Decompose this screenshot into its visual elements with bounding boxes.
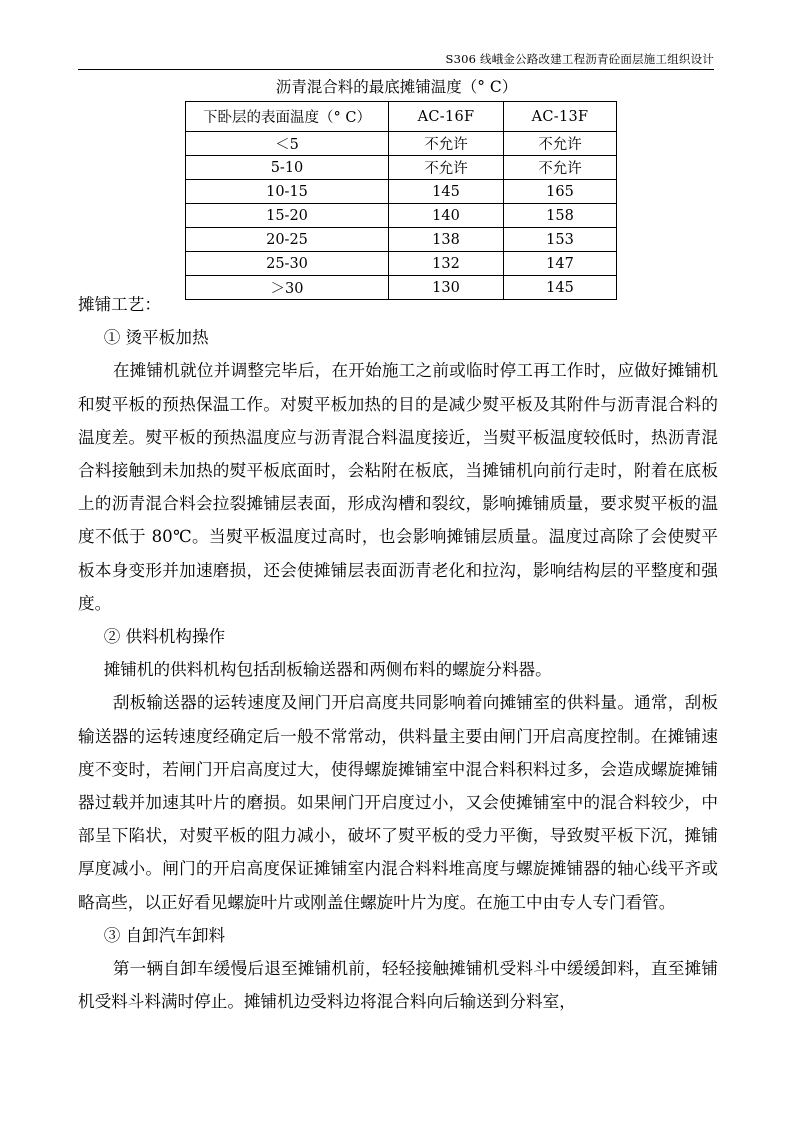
running-title: S306 线峨金公路改建工程沥青砼面层施工组织设计 [445, 52, 714, 66]
table-cell-ac16f: 130 [389, 276, 504, 300]
table-cell-ac13f: 158 [504, 204, 617, 228]
table-cell-range: ＞30 [186, 276, 389, 300]
heading-paving-process: 摊铺工艺： [78, 295, 161, 314]
table-cell-ac13f: 147 [504, 252, 617, 276]
list-item-2-title: ② 供料机构操作 [103, 627, 226, 647]
table-cell-ac16f: 132 [389, 252, 504, 276]
table-row [186, 204, 617, 228]
table-cell-range: 15-20 [186, 204, 389, 228]
table-cell-ac16f: 不允许 [389, 132, 504, 156]
list-item-1-paragraph: 在摊铺机就位并调整完毕后，在开始施工之前或临时停工再工作时，应做好摊铺机和熨平板的预热保温工作。对熨平板加热的目的是减少熨平板及其附件与沥青混合料的温度差。熨平板的预热温度应与沥青混合料温度接近，当熨平板温度较低时，热沥青混合料接触到未加热的熨平板底面时，会粘附在板底，当摊铺机向前行走时，附着在底板上的沥青混合料会拉裂摊铺层表面，形成沟槽和裂纹，影响摊铺质量，要求熨平板的温度不低于 80℃。当熨平板温度过高时，也会影响摊铺层质量。温度过高除了会使熨平板本身变形并加速磨损，还会使摊铺层表面沥青老化和拉沟，影响结构层的平整度和强度。 [78, 361, 718, 613]
page-header [78, 52, 714, 70]
list-item-2-paragraph-2: 刮板输送器的运转速度及闸门开启高度共同影响着向摊铺室的供料量。通常，刮板输送器的运转速度经确定后一般不常常动，供料量主要由闸门开启高度控制。在摊铺速度不变时，若闸门开启高度过大，使得螺旋摊铺室中混合料积料过多，会造成螺旋摊铺器过载并加速其叶片的磨损。如果闸门开启度过小，又会使摊铺室中的混合料较少，中部呈下陷状，对熨平板的阻力减小，破坏了熨平板的受力平衡，导致熨平板下沉，摊铺厚度减小。闸门的开启高度保证摊铺室内混合料料堆高度与螺旋摊铺器的轴心线平齐或略高些，以正好看见螺旋叶片或刚盖住螺旋叶片为度。在施工中由专人专门看管。 [78, 693, 718, 912]
table-header-row [186, 102, 617, 132]
table-header-cell-surface-temp: 下卧层的表面温度（° C） [186, 102, 389, 132]
table-cell-range: 5-10 [186, 156, 389, 180]
table-row [186, 132, 617, 156]
table-cell-ac13f: 不允许 [504, 156, 617, 180]
table-body [186, 102, 617, 300]
table-row [186, 252, 617, 276]
table-cell-range: ＜5 [186, 132, 389, 156]
paving-temperature-table [185, 101, 617, 300]
list-item-3-paragraph: 第一辆自卸车缓慢后退至摊铺机前，轻轻接触摊铺机受料斗中缓缓卸料，直至摊铺机受料斗料满时停止。摊铺机边受料边将混合料向后输送到分料室， [78, 959, 718, 1012]
list-item-2-paragraph-1: 摊铺机的供料机构包括刮板输送器和两侧布料的螺旋分料器。 [103, 660, 552, 680]
table-cell-ac16f: 不允许 [389, 156, 504, 180]
table-cell-ac16f: 145 [389, 180, 504, 204]
list-item-3-title: ③ 自卸汽车卸料 [103, 925, 226, 945]
table-cell-range: 20-25 [186, 228, 389, 252]
table-cell-range: 10-15 [186, 180, 389, 204]
table-caption: 沥青混合料的最底摊铺温度（° C） [275, 78, 518, 96]
table-cell-ac13f: 153 [504, 228, 617, 252]
table-header-cell-ac13f: AC-13F [504, 102, 617, 132]
table-cell-range: 25-30 [186, 252, 389, 276]
table-cell-ac16f: 138 [389, 228, 504, 252]
body-content [78, 288, 718, 1018]
table-header-cell-ac16f: AC-16F [389, 102, 504, 132]
table-row [186, 228, 617, 252]
table-cell-ac13f: 145 [504, 276, 617, 300]
list-item-1-title: ① 烫平板加热 [103, 328, 209, 348]
table-row [186, 180, 617, 204]
table-row [186, 156, 617, 180]
table-cell-ac16f: 140 [389, 204, 504, 228]
header-rule [78, 69, 714, 70]
table-cell-ac13f: 165 [504, 180, 617, 204]
table-cell-ac13f: 不允许 [504, 132, 617, 156]
